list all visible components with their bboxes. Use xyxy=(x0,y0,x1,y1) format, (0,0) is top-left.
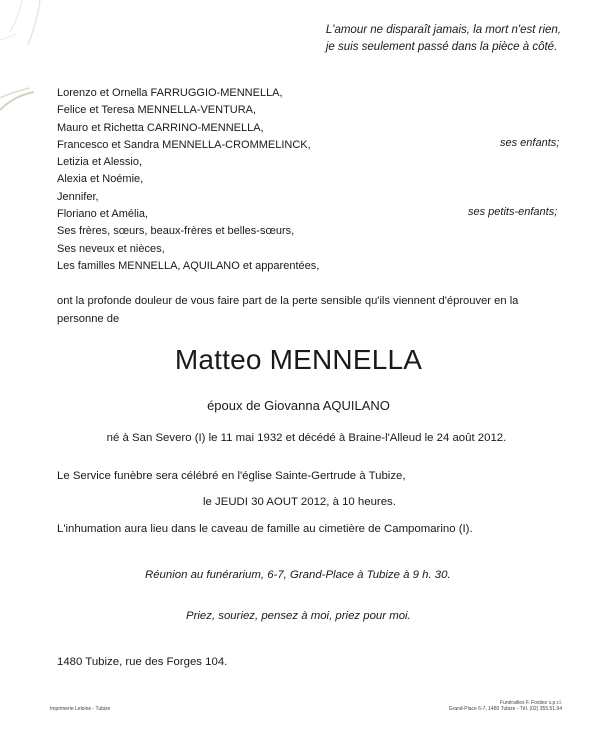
family-line: Floriano et Amélia, xyxy=(57,208,149,221)
opening-quote xyxy=(326,22,561,56)
gathering-line: Réunion au funérarium, 6-7, Grand-Place à Tubize à 9 h. 30. xyxy=(145,569,451,581)
family-line: Felice et Teresa MENNELLA-VENTURA, xyxy=(57,104,257,117)
deceased-name: Matteo MENNELLA xyxy=(174,344,423,375)
service-line-1: Le Service funèbre sera célébré en l'église Sainte-Gertrude à Tubize, xyxy=(57,470,406,482)
birth-death-line: né à San Severo (I) le 11 mai 1932 et décédé à Braine-l'Alleud le 24 août 2012. xyxy=(106,432,507,444)
family-list xyxy=(57,85,319,275)
plant-decoration-icon xyxy=(0,0,60,120)
printer-credit: Imprimerie Leloine - Tubize xyxy=(50,706,111,712)
family-line: Alexia et Noémie, xyxy=(57,173,144,186)
spouse-line: époux de Giovanna AQUILANO xyxy=(207,398,390,413)
family-line: Lorenzo et Ornella FARRUGGIO-MENNELLA, xyxy=(57,87,283,99)
family-line: Jennifer, xyxy=(57,190,99,203)
family-line: Letizia et Alessio, xyxy=(57,156,142,169)
quote-line-1: L'amour ne disparaît jamais, la mort n'est rien, xyxy=(325,24,561,36)
service-line-2: le JEUDI 30 AOUT 2012, à 10 heures. xyxy=(203,496,396,508)
quote-line-2: je suis seulement passé dans la pièce à côté. xyxy=(325,41,558,53)
funeral-home-line-1: Funérailles F. Fostiez s.p.r.l. xyxy=(500,700,562,706)
prayer-line: Priez, souriez, pensez à moi, priez pour moi. xyxy=(186,610,411,622)
family-line: Les familles MENNELLA, AQUILANO et apparentées, xyxy=(57,259,320,272)
address-line: 1480 Tubize, rue des Forges 104. xyxy=(57,656,228,668)
burial-line: L'inhumation aura lieu dans le caveau de famille au cimetière de Campomarino (I). xyxy=(57,523,473,535)
family-line: Francesco et Sandra MENNELLA-CROMMELINCK, xyxy=(57,138,311,151)
funeral-home-credit xyxy=(440,700,562,712)
funeral-home-line-2: Grand-Place 6-7, 1480 Tubize - Tél. (02) 355.51.94 xyxy=(448,706,562,712)
announcement-text: ont la profonde douleur de vous faire part de la perte sensible qu'ils viennent d'éprouver en la personne de xyxy=(57,295,519,325)
family-line: Ses neveux et nièces, xyxy=(57,242,165,255)
children-label: ses enfants; xyxy=(500,137,560,149)
family-line: Ses frères, sœurs, beaux-frères et belles-sœurs, xyxy=(57,225,295,238)
grandchildren-label: ses petits-enfants; xyxy=(468,206,558,218)
family-line: Mauro et Richetta CARRINO-MENNELLA, xyxy=(57,121,264,134)
